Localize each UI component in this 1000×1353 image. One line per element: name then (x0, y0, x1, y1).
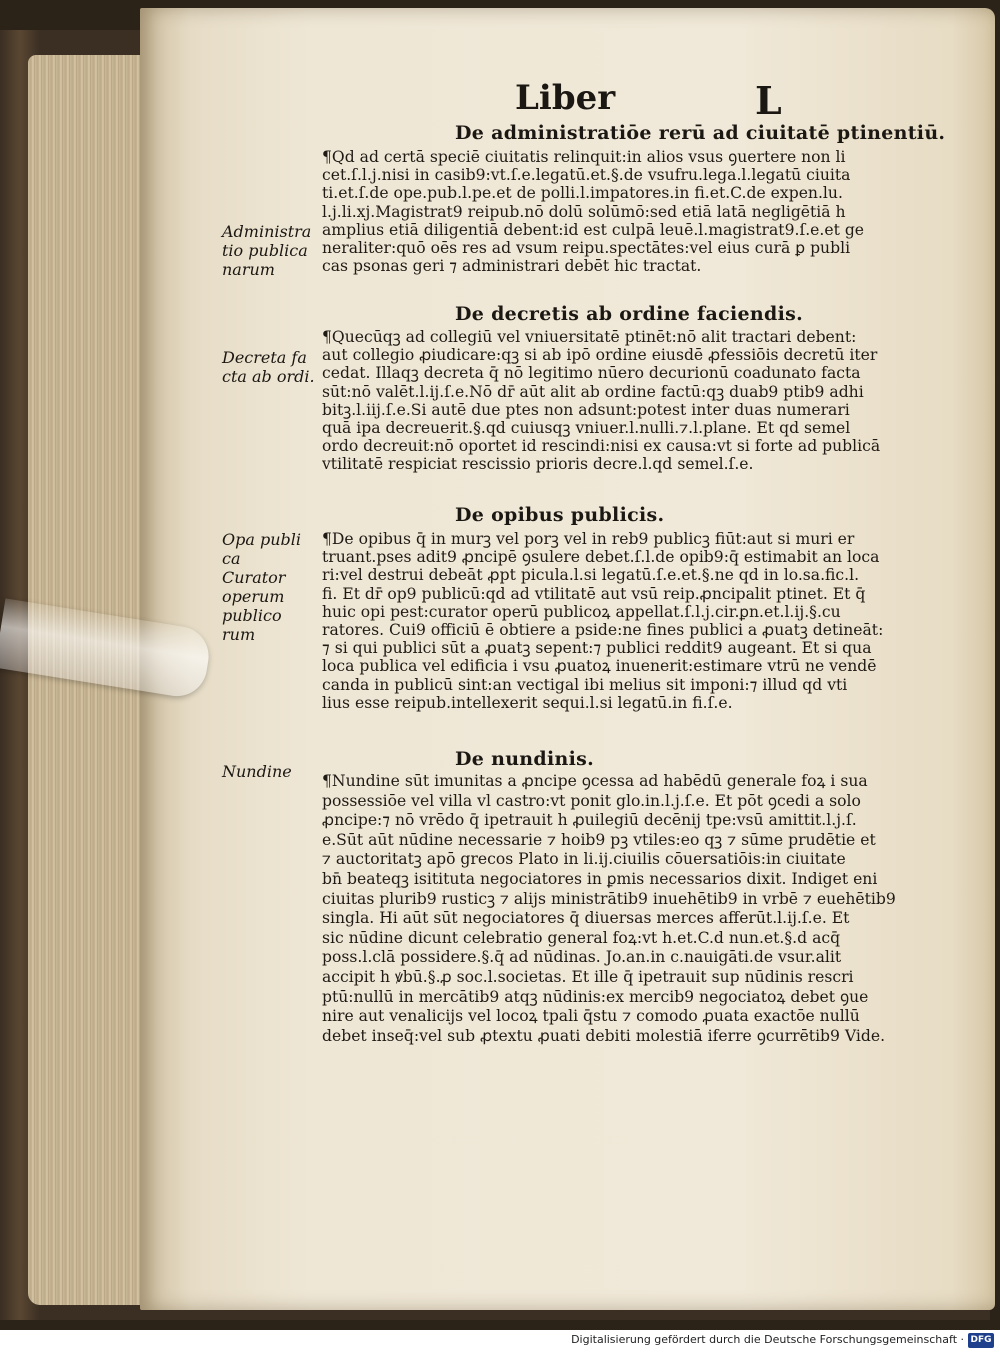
text-line: ⁊ si qui publici sūt a ꝓuatꝫ sepent̄:⁊ publici reddit9 augeant̄. Et si qua (322, 639, 872, 658)
text-line: ¶Quecūqꝫ ad collegiū vel vniuersitatē ptinēt:nō alit̄ tractari debent: (322, 328, 857, 346)
margin-line: Decreta fa (222, 348, 307, 367)
margin-line: Curator (222, 568, 286, 587)
margin-note-decrees (222, 348, 326, 386)
text-line: ⁊ auctoritatꝫ apō grecos Plato in li.ij.ciuilis cōuersatiōis:in ciuitate (322, 850, 846, 869)
margin-note-administration (222, 222, 326, 279)
text-line: ordo decreuit:nō oportet id rescindi:nisi ex causa:vt si forte ad publicā (322, 437, 881, 456)
section-text-public-works (322, 530, 962, 712)
text-line: ꝓncipe:⁊ nō vrēdo q̄ ipetrauit h̄ ꝓuilegiū decēnij tpe:vsū amittit.l.j.ſ. (322, 811, 857, 830)
text-line: singla. Hi aūt sūt negociatores q̄ diuersas merces afferūt.l.ij.ſ.e. Et (322, 909, 850, 928)
text-line: cas psonas geri ⁊ administrari debēt hic tractat̄. (322, 257, 702, 276)
section-heading-administration: De administratiōe rerū ad ciuitatē ptinentiū. (455, 122, 946, 144)
folio-number: L (755, 78, 782, 123)
text-line: sic nūdine dicunt̄ celebratio general̄ foꝝ:vt h̄.et.C.d nun.et.§.d acq̄ (322, 928, 841, 947)
margin-line: cta ab ordi. (222, 367, 315, 386)
margin-note-public-works (222, 530, 326, 644)
text-line: ¶Qd ad certā speciē ciuitatis relinquit̄:in alios vsus ꝯuertere non li (322, 148, 846, 166)
text-line: accipit h̄ ꝟbū.§.ꝓ soc.l.societas. Et ille q̄ ipetrauit sup nūdinis rescri (322, 967, 854, 986)
text-line: huic opi pest:curator operū publicoꝝ appellat̄.ſ.l.j.cir.ꝑn.et.l.ij.§.cu (322, 602, 841, 621)
section-text-nundinae (322, 772, 962, 1046)
text-line: bn̄ beateqꝫ isitituta negociatores in ꝑmis necessarios dixit. Indiget eni (322, 869, 878, 888)
text-line: aut collegio ꝓiudicare:qꝫ si ab ipō ordine eiusdē ꝓfessiōis decretū iter (322, 346, 878, 365)
text-line: cedat. Illaqꝫ decreta q̄ nō legitimo nūero decurionū coadunato facta (322, 364, 861, 383)
text-line: ptū:nullū in mercātib9 atqꝫ nūdinis:ex mercib9 negociatoꝝ debet ꝯue (322, 987, 869, 1006)
text-line: ¶Nundine sūt imunitas a ꝓncipe ꝯcessa ad habēdū generale foꝝ i sua (322, 772, 868, 790)
text-line: fi. Et dr̄ op9 publicū:qd ad vtilitatē aut vsū reip.ꝓncipalit̄ ptinet. Et q̄ (322, 584, 866, 603)
text-line: truant̄.pses adit9 ꝓncipē ꝯsulere debet.ſ.l.de opib9:q̄ estimabit an loca (322, 548, 880, 567)
text-line: quā ipa decreuerit.§.qd cuiusqꝫ vniuer.l.nulli.⁊.l.plane. Et qd semel (322, 419, 851, 438)
text-line: ti.et.ſ.de ope.pub.l.pe.et de polli.l.impatores.in fi.et.C.de expen.lu. (322, 184, 843, 203)
text-line: amplius etiā diligentiā debent:id est culpā leuē.l.magistrat9.ſ.e.et ge (322, 220, 865, 239)
text-line: canda in publicū sint:an vectigal ibi melius sit imponi:⁊ illud qd vti (322, 675, 848, 694)
text-line: e.Sūt aūt nūdine necessarie ⁊ hoib9 pꝫ vtiles:eo qꝫ ⁊ sūme prudētie et (322, 830, 876, 849)
text-line: nire aut venalicijs vel locoꝝ tpali q̄stu ⁊ comodo ꝓuata exactōe nullū (322, 1007, 860, 1026)
text-line: cet.ſ.l.j.nisi in casib9:vt.ſ.e.legatū.et.§.de vsufru.lega.l.legatū ciuita (322, 166, 851, 185)
text-line: ¶De opibus q̄ in murꝫ vel porꝫ vel in reb9 publicꝫ fiūt:aut si muri er (322, 530, 855, 548)
margin-note-nundinae (222, 762, 326, 781)
dfg-logo: DFG (968, 1333, 994, 1348)
text-line: loca publica vel edificia i vsu ꝓuatoꝝ inuenerit:estimare vtrū ne vendē (322, 657, 877, 676)
text-line: debet inseq̄:vel sub ꝓtextu ꝓuati debiti molestiā iferre ꝯcurrētib9 Vide. (322, 1026, 886, 1045)
margin-line: tio publica (222, 241, 308, 260)
text-line: ri:vel destrui debeāt ꝓpt̄ picula.l.si legatū.ſ.e.et.§.ne qd in lo.sa.fic.l. (322, 566, 860, 585)
digitization-footer (0, 1330, 1000, 1353)
margin-line: narum (222, 260, 275, 279)
text-line: ciuitas plurib9 rusticꝫ ⁊ alijs ministrātib9 inuehētib9 in vrbē ⁊ euehētib9 (322, 889, 896, 908)
section-heading-decrees: De decretis ab ordine faciendis. (455, 303, 804, 325)
margin-line: ca (222, 549, 241, 568)
text-line: neraliter:quō oēs res ad vsum reipu.spectātes:vel eius curā ꝑ publi (322, 239, 851, 258)
text-line: lius esse reipub.intellexerit sequi.l.si legatū.in fi.ſ.e. (322, 693, 733, 712)
text-line: poss.l.clā possidere.§.q̄ ad nūdinas. Jo.an.in c.nauigāti.de vsur.alit̄ (322, 948, 842, 967)
running-title: Liber (515, 78, 616, 118)
margin-line: Opa publi (222, 530, 302, 549)
funding-credit: Digitalisierung gefördert durch die Deutsche Forschungsgemeinschaft · (571, 1333, 964, 1346)
margin-line: publico (222, 606, 282, 625)
margin-line: operum (222, 587, 285, 606)
section-heading-public-works: De opibus publicis. (455, 504, 665, 526)
section-heading-nundinae: De nundinis. (455, 748, 595, 770)
text-line: possessiōe vel villa vl̄ castro:vt ponit glo.in.l.j.ſ.e. Et pōt ꝯcedi a solo (322, 791, 861, 810)
text-line: vtilitatē respiciat rescissio prioris decre.l.qd semel.ſ.e. (322, 455, 754, 474)
text-line: bitꝫ.l.iij.ſ.e.Si autē due ptes non adsunt:potest inter duas numerari (322, 400, 850, 419)
text-line: ratores. Cui9 officiū ē obtiere a pside:ne fines publici a ꝓuatꝫ detineāt: (322, 621, 884, 640)
text-line: sūt:nō valēt.l.ij.ſ.e.Nō dr̄ aūt alit̄ ab ordine factū:qꝫ duab9 ptib9 adhi (322, 382, 864, 401)
text-line: l.j.li.xj.Magistrat9 reipub.nō dolū solūmō:sed etiā latā negligētiā h̄ (322, 202, 846, 221)
margin-line: Nundine (222, 762, 292, 781)
margin-line: rum (222, 625, 256, 644)
section-text-decrees (322, 328, 962, 474)
margin-line: Administra (222, 222, 312, 241)
section-text-administration (322, 148, 962, 275)
